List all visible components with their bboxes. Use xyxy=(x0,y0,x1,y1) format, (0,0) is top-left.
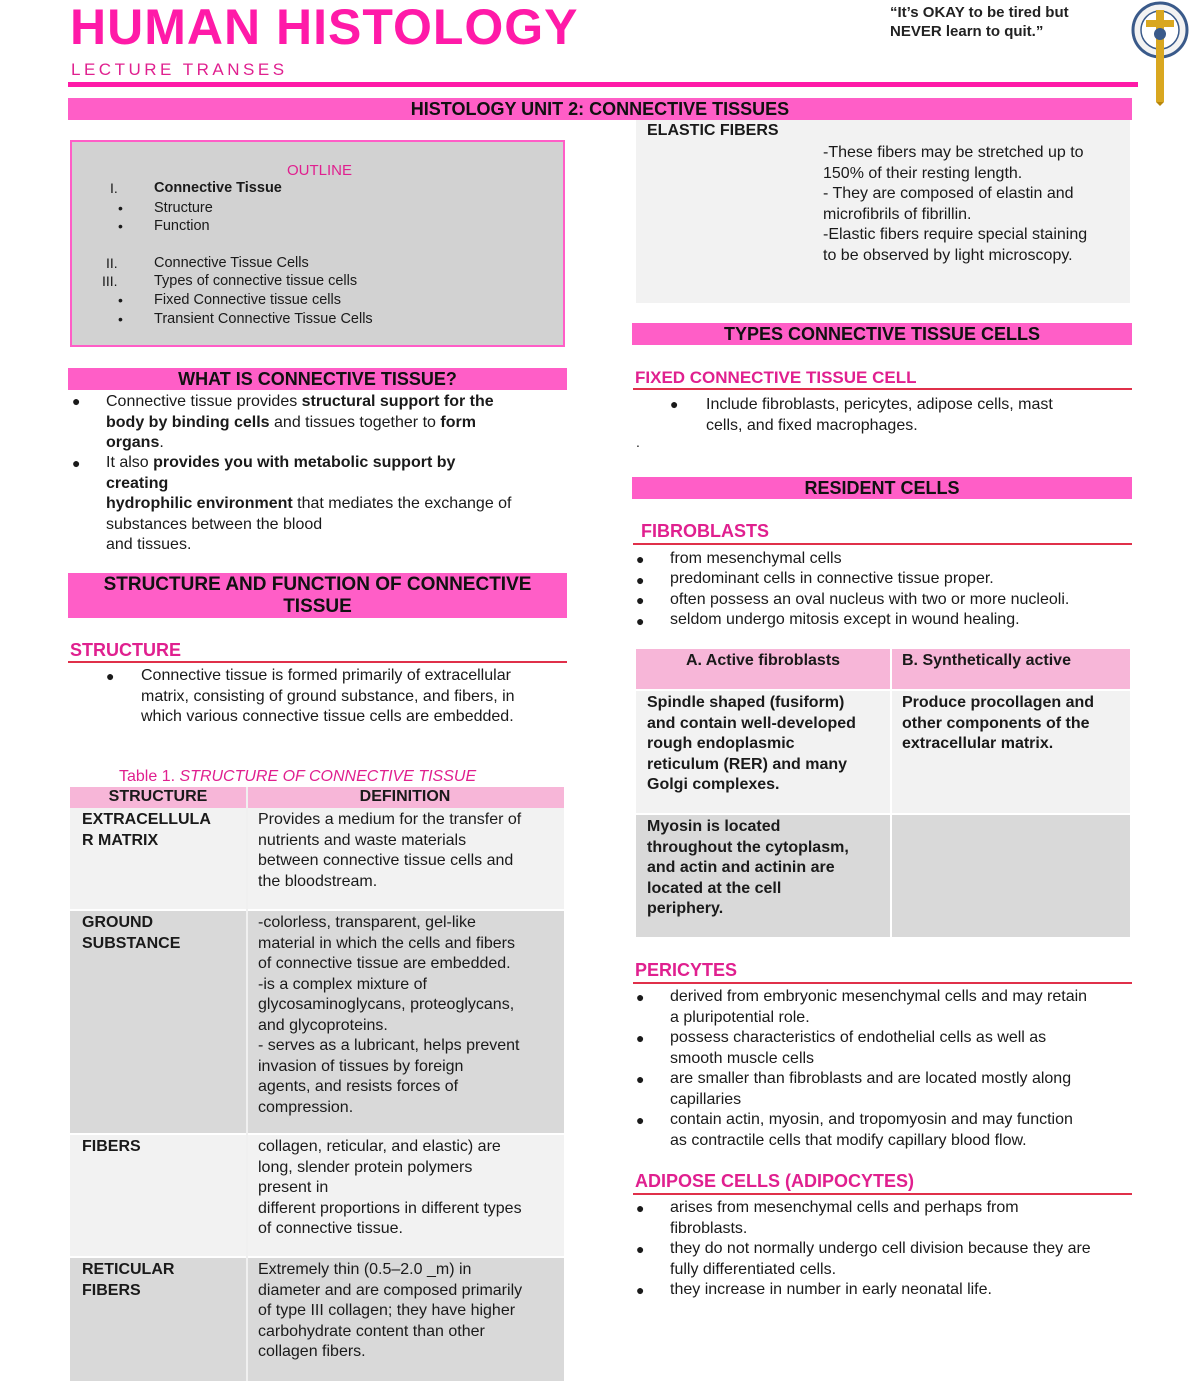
outline-item: Structure xyxy=(154,200,213,216)
pericyte-fact: possess characteristics of endothelial cells as well as smooth muscle cells xyxy=(670,1029,1047,1067)
section-heading-line: TISSUE xyxy=(283,596,352,617)
bullet-icon: ● xyxy=(636,613,645,629)
outline-item: Connective Tissue xyxy=(154,180,282,196)
what-is-bullet-2: It also provides you with metabolic support by creating hydrophilic environment that mediates the exchange of substances between the blood and tissues. xyxy=(106,454,512,553)
pericyte-fact: are smaller than fibroblasts and are located mostly along capillaries xyxy=(670,1070,1072,1108)
outline-item: Fixed Connective tissue cells xyxy=(154,292,341,308)
bullet-icon: ● xyxy=(636,551,645,567)
bullet-icon: ● xyxy=(106,668,115,684)
fibro-active-desc-1: Spindle shaped (fusiform) and contain well-developed rough endoplasmic reticulum (RER) and many Golgi complexes. xyxy=(647,694,856,793)
bullet-icon: ● xyxy=(636,1282,645,1298)
header-divider xyxy=(68,82,1138,87)
table-cell-definition: -colorless, transparent, gel-like material in which the cells and fibers of connective tissue are embedded. -is a complex mixture of glycosaminoglycans, proteoglycans, and glycoproteins. - serves as a lubricant, helps prevent invasion of tissues by foreign agents, and resists forces of compression. xyxy=(258,914,520,1116)
outline-box xyxy=(70,140,565,347)
section-bar-what-is: WHAT IS CONNECTIVE TISSUE? xyxy=(68,368,567,390)
table-cell-structure: FIBERS xyxy=(82,1138,141,1155)
fibro-synthetic-desc: Produce procollagen and other components of the extracellular matrix. xyxy=(902,694,1095,752)
header-quote: “It’s OKAY to be tired but NEVER learn to quit.” xyxy=(890,4,1069,40)
stray-dot: . xyxy=(636,434,640,450)
fibroblast-fact: predominant cells in connective tissue proper. xyxy=(670,570,994,587)
outline-item: Types of connective tissue cells xyxy=(154,273,358,289)
table-cell-structure: EXTRACELLULA R MATRIX xyxy=(82,811,211,849)
bullet-icon: ● xyxy=(636,592,645,608)
outline-mark: I. xyxy=(110,180,118,196)
table-cell-definition: Provides a medium for the transfer of nutrients and waste materials between connective tissue cells and the bloodstream. xyxy=(258,811,522,890)
structure-label: STRUCTURE xyxy=(70,640,181,660)
bullet-icon: ● xyxy=(636,989,645,1005)
bullet-icon: ● xyxy=(636,1030,645,1046)
adipose-fact: they increase in number in early neonatal life. xyxy=(670,1281,992,1298)
structure-divider xyxy=(68,661,567,663)
outline-item: Function xyxy=(154,218,210,234)
section-heading-line: STRUCTURE AND FUNCTION OF CONNECTIVE xyxy=(103,574,532,595)
adipose-fact: they do not normally undergo cell division because they are fully differentiated cells. xyxy=(670,1240,1091,1278)
pericytes-label: PERICYTES xyxy=(635,960,738,980)
pericyte-fact: derived from embryonic mesenchymal cells and may retain a pluripotential role. xyxy=(670,988,1088,1026)
fibroblast-fact: seldom undergo mitosis except in wound healing. xyxy=(670,611,1020,628)
bullet-icon: ● xyxy=(636,572,645,588)
fibroblast-fact: from mesenchymal cells xyxy=(670,550,842,567)
bullet-icon: ● xyxy=(636,1241,645,1257)
table-header-structure: STRUCTURE xyxy=(108,788,208,805)
table-caption: Table 1. STRUCTURE OF CONNECTIVE TISSUE xyxy=(119,768,477,785)
table-header-definition: DEFINITION xyxy=(359,788,451,805)
bullet-icon: ● xyxy=(636,1200,645,1216)
pericyte-fact: contain actin, myosin, and tropomyosin and may function as contractile cells that modify capillary blood flow. xyxy=(670,1111,1073,1149)
adipose-fact: arises from mesenchymal cells and perhaps from fibroblasts. xyxy=(670,1199,1019,1237)
outline-item: Connective Tissue Cells xyxy=(154,255,309,271)
outline-bullet: • xyxy=(118,200,123,216)
elastic-fibers-label: ELASTIC FIBERS xyxy=(647,122,779,139)
bullet-icon: ● xyxy=(72,393,81,409)
bullet-icon: ● xyxy=(636,1112,645,1128)
elastic-fibers-definition: -These fibers may be stretched up to 150% of their resting length. - They are composed of elastin and microfibrils of fibrillin. -Elastic fibers require special staining to be observed by light microscopy. xyxy=(823,144,1088,264)
table-row xyxy=(892,815,1130,937)
fibro-table-col-b: B. Synthetically active xyxy=(902,652,1071,669)
outline-mark: III. xyxy=(102,273,118,289)
bullet-icon: ● xyxy=(72,455,81,471)
section-bar-types-cells: TYPES CONNECTIVE TISSUE CELLS xyxy=(632,323,1132,345)
fibro-active-desc-2: Myosin is located throughout the cytoplasm, and actin and actinin are located at the cell periphery. xyxy=(647,818,849,917)
fibroblasts-label: FIBROBLASTS xyxy=(641,521,769,541)
fixed-cell-divider xyxy=(633,388,1132,390)
outline-mark: II. xyxy=(106,255,118,271)
adipose-divider xyxy=(633,1193,1132,1195)
pericytes-divider xyxy=(633,982,1132,984)
fibroblast-fact: often possess an oval nucleus with two or more nucleoli. xyxy=(670,591,1070,608)
outline-bullet: • xyxy=(118,311,123,327)
fixed-cell-text: Include fibroblasts, pericytes, adipose cells, mast cells, and fixed macrophages. xyxy=(706,396,1053,434)
outline-bullet: • xyxy=(118,218,123,234)
fixed-cell-label: FIXED CONNECTIVE TISSUE CELL xyxy=(635,368,917,387)
table-cell-structure: RETICULAR FIBERS xyxy=(82,1261,175,1299)
bullet-icon: ● xyxy=(670,396,679,412)
outline-bullet: • xyxy=(118,292,123,308)
outline-item: Transient Connective Tissue Cells xyxy=(154,311,373,327)
bullet-icon: ● xyxy=(636,1071,645,1087)
unit-title-bar: HISTOLOGY UNIT 2: CONNECTIVE TISSUES xyxy=(68,98,1132,120)
table-cell-definition: collagen, reticular, and elastic) are long, slender protein polymers present in different proportions in different types of connective tissue. xyxy=(258,1138,522,1237)
fibroblasts-divider xyxy=(633,543,1132,545)
school-seal-logo xyxy=(1124,0,1196,106)
fibro-table-col-a: A. Active fibroblasts xyxy=(685,652,841,669)
page-subtitle: LECTURE TRANSES xyxy=(71,60,288,79)
table-cell-structure: GROUND SUBSTANCE xyxy=(82,914,181,952)
outline-title: OUTLINE xyxy=(286,162,352,179)
section-bar-structure-function xyxy=(68,573,567,618)
adipose-label: ADIPOSE CELLS (ADIPOCYTES) xyxy=(635,1171,915,1191)
structure-text: Connective tissue is formed primarily of extracellular matrix, consisting of ground substance, and fibers, in which various connective tissue cells are embedded. xyxy=(141,667,515,725)
page-title: HUMAN HISTOLOGY xyxy=(70,0,579,55)
what-is-bullet-1: Connective tissue provides structural support for the body by binding cells and tissues together to form organs. xyxy=(106,393,494,451)
table-cell-definition: Extremely thin (0.5–2.0 _m) in diameter and are composed primarily of type III collagen; they have higher carbohydrate content than other collagen fibers. xyxy=(258,1261,523,1360)
section-bar-resident-cells: RESIDENT CELLS xyxy=(632,477,1132,499)
